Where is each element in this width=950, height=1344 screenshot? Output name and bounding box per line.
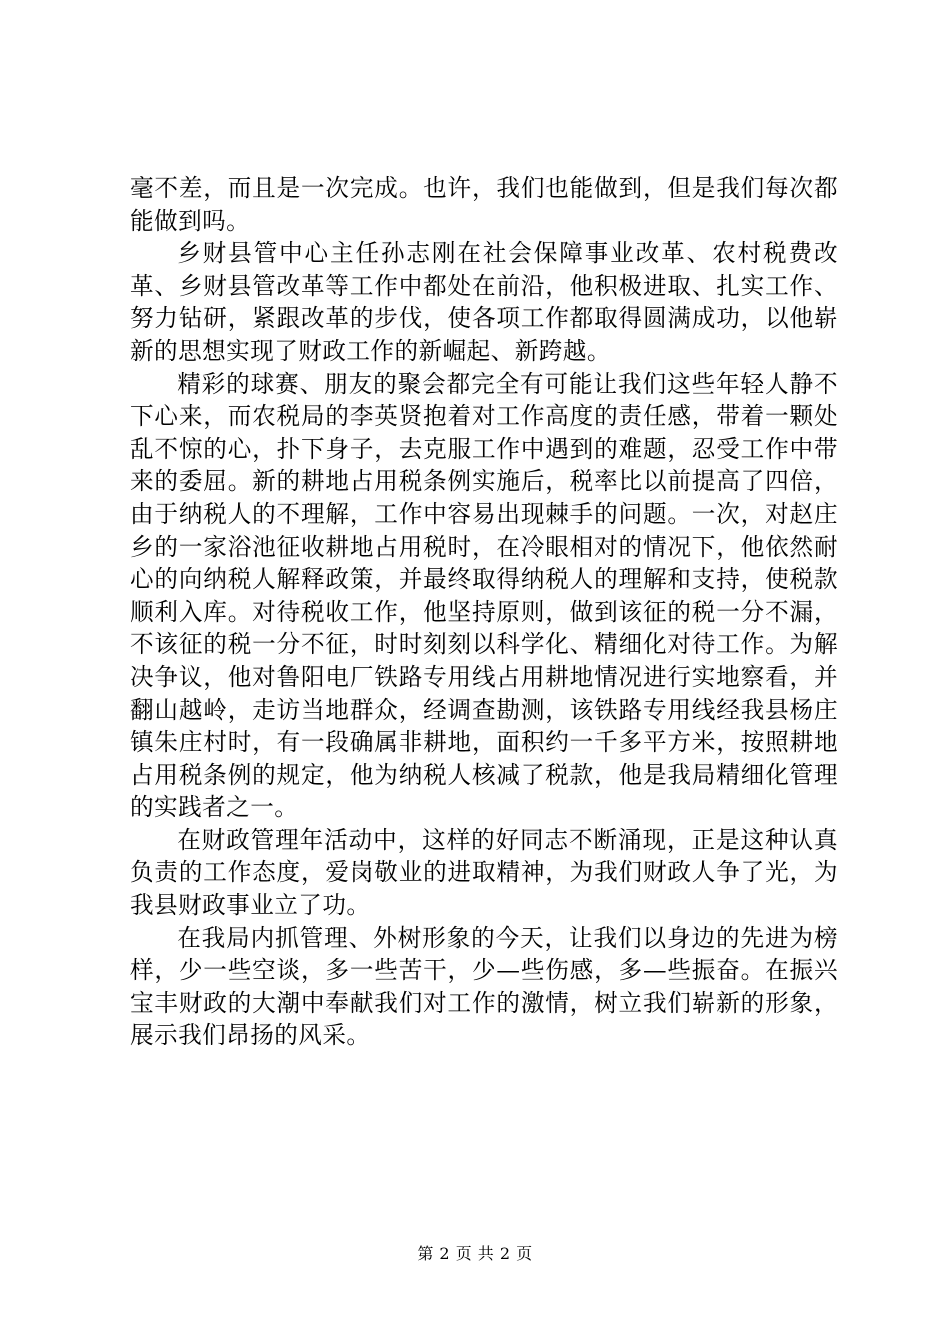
paragraph-3: 精彩的球赛、朋友的聚会都完全有可能让我们这些年轻人静不下心来，而农税局的李英贤抱着对工作高度的责任感，带着一颗处乱不惊的心，扑下身子，去克服工作中遇到的难题，忍受工作中带来的委屈。新的耕地占用税条例实施后，税率比以前提高了四倍，由于纳税人的不理解，工作中容易出现棘手的问题。一次，对赵庄乡的一家浴池征收耕地占用税时，在冷眼相对的情况下，他依然耐心的向纳税人解释政策，并最终取得纳税人的理解和支持，使税款顺利入库。对待税收工作，他坚持原则，做到该征的税一分不漏，不该征的税一分不征，时时刻刻以科学化、精细化对待工作。为解决争议，他对鲁阳电厂铁路专用线占用耕地情况进行实地察看，并翻山越岭，走访当地群众，经调查勘测，该铁路专用线经我县杨庄镇朱庄村时，有一段确属非耕地，面积约一千多平方米，按照耕地占用税条例的规定，他为纳税人核减了税款，他是我局精细化管理的实践者之一。 — [130, 369, 838, 822]
document-body — [130, 172, 838, 1052]
paragraph-4: 在财政管理年活动中，这样的好同志不断涌现，正是这种认真负责的工作态度，爱岗敬业的进取精神，为我们财政人争了光，为我县财政事业立了功。 — [130, 825, 838, 920]
paragraph-5: 在我局内抓管理、外树形象的今天，让我们以身边的先进为榜样，少一些空谈，多一些苦干，少—些伤感，多—些振奋。在振兴宝丰财政的大潮中奉献我们对工作的激情，树立我们崭新的形象，展示我们昂扬的风采。 — [130, 923, 838, 1050]
page-number-footer: 第 2 页 共 2 页 — [417, 1244, 533, 1263]
paragraph-2: 乡财县管中心主任孙志刚在社会保障事业改革、农村税费改革、乡财县管改革等工作中都处在前沿，他积极进取、扎实工作、努力钻研，紧跟改革的步伐，使各项工作都取得圆满成功，以他崭新的思想实现了财政工作的新崛起、新跨越。 — [130, 239, 838, 365]
paragraph-1: 毫不差，而且是一次完成。也许，我们也能做到，但是我们每次都能做到吗。 — [130, 174, 838, 235]
